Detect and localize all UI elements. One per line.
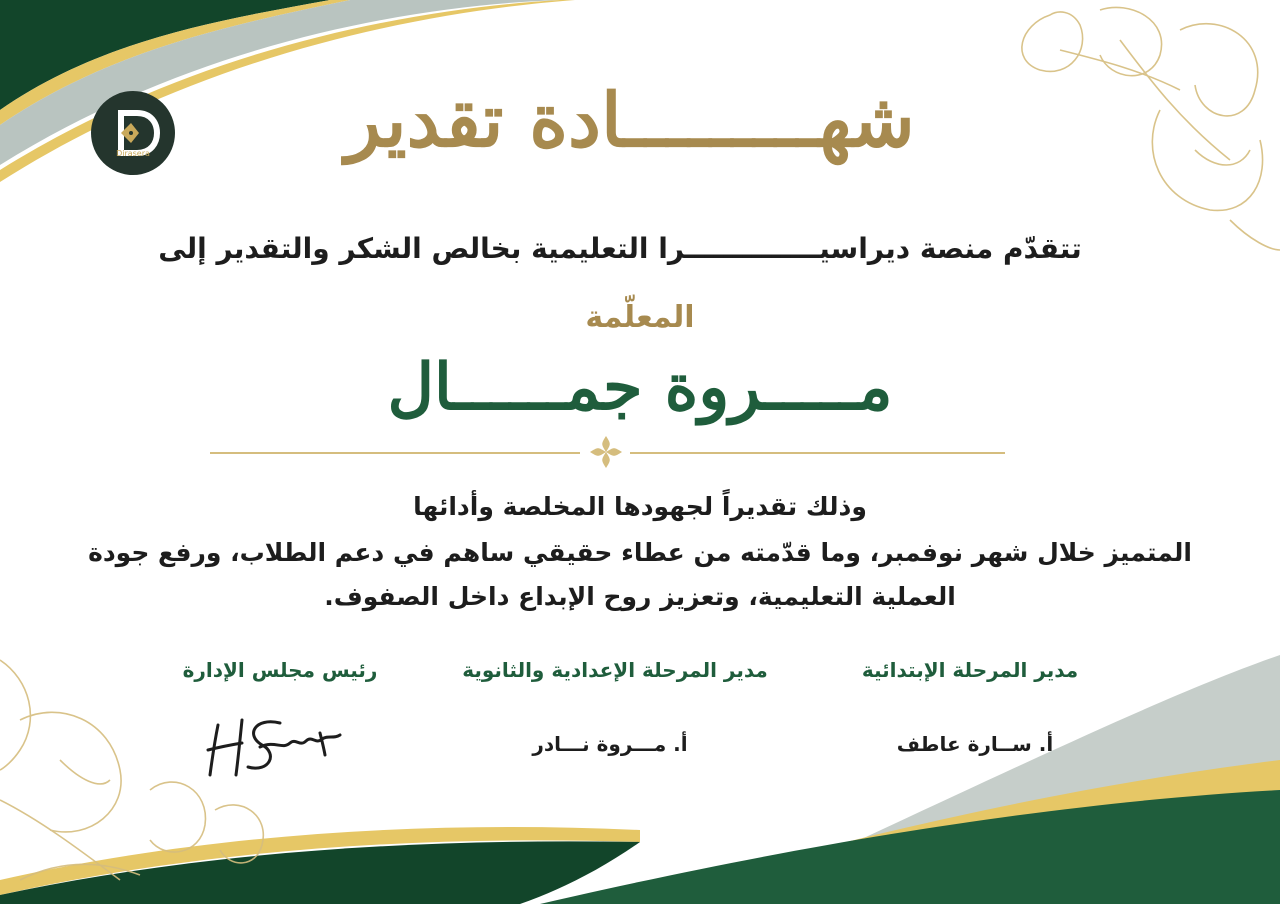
- bottom-right-green-swoosh: [540, 790, 1280, 904]
- logo-text: Dirasera: [116, 149, 150, 158]
- intro-line: تتقدّم منصة ديراسيــــــــــــــرا التعليمية بخالص الشكر والتقدير إلى: [158, 232, 1082, 265]
- body-line-2: المتميز خلال شهر نوفمبر، وما قدّمته من عطاء حقيقي ساهم في دعم الطلاب، ورفع جودة: [88, 538, 1192, 567]
- body-line-3: العملية التعليمية، وتعزيز روح الإبداع داخل الصفوف.: [324, 582, 956, 611]
- divider-ornament: [210, 436, 1005, 468]
- body-line-1: وذلك تقديراً لجهودها المخلصة وأدائها: [413, 492, 867, 521]
- recipient-role: المعلّمة: [585, 300, 695, 335]
- recipient-name: مـــــروة جمــــــال: [387, 350, 893, 425]
- dirasera-logo: [91, 91, 175, 175]
- signatory-primary-name: أ. ســارة عاطف: [896, 732, 1054, 756]
- top-right-floral-ornament: [1022, 7, 1280, 250]
- signatory-secondary-name: أ. مـــروة نـــادر: [532, 732, 688, 756]
- pen-nib-d-icon: [91, 91, 175, 175]
- signatory-secondary-title: مدير المرحلة الإعدادية والثانوية: [462, 658, 768, 682]
- signatory-chairman-title: رئيس مجلس الإدارة: [182, 658, 378, 682]
- certificate-title: شهـــــــــادة تقدير: [345, 78, 915, 164]
- signatory-primary-title: مدير المرحلة الإبتدائية: [861, 658, 1079, 682]
- handwritten-signature-icon: [200, 705, 350, 785]
